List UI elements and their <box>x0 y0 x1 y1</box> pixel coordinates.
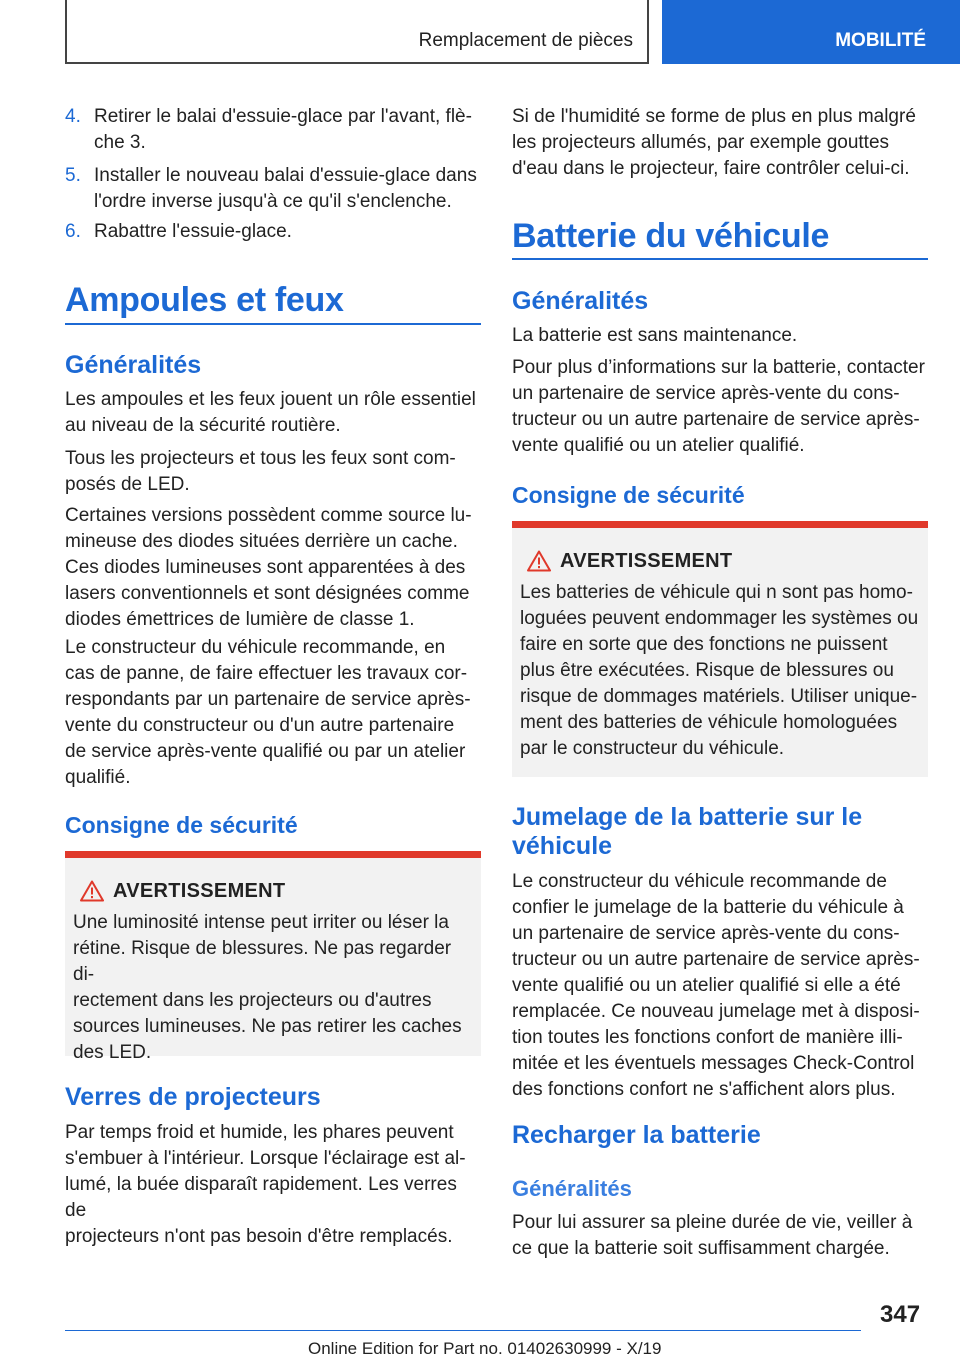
text-line: tion toutes les fonctions confort de manière illi- <box>512 1027 903 1048</box>
heading-jumelage-de-la-batterie <box>512 803 862 861</box>
text-line: projecteurs n'ont pas besoin d'être remplacés. <box>65 1226 453 1247</box>
footer-edition: Online Edition for Part no. 01402630999 - X/19 <box>308 1339 662 1358</box>
text-line: cas de panne, de faire effectuer les travaux cor- <box>65 663 468 684</box>
text-line: risque de dommages matériels. Utiliser unique- <box>520 686 918 707</box>
text-line: ment des batteries de véhicule homologuées <box>520 712 898 733</box>
heading-line: véhicule <box>512 832 613 860</box>
step-number: 4. <box>65 106 81 127</box>
heading-generalites: Généralités <box>65 351 202 379</box>
paragraph: La batterie est sans maintenance. <box>512 325 798 346</box>
text-line: vente du constructeur ou d'un autre partenaire <box>65 715 455 736</box>
step-text-line: Retirer le balai d'essuie-glace par l'avant, flè- <box>94 106 472 127</box>
text-line: Si de l'humidité se forme de plus en plus malgré <box>512 106 916 127</box>
header-chapter-tab <box>662 0 960 64</box>
heading-consigne-de-securite: Consigne de sécurité <box>65 812 298 838</box>
text-line: posés de LED. <box>65 474 190 495</box>
text-line: Le constructeur du véhicule recommande, en <box>65 637 446 658</box>
text-line: faire en sorte que des fonctions ne puissent <box>520 634 888 655</box>
heading-ampoules-et-feux: Ampoules et feux <box>65 281 344 319</box>
text-line: lasers conventionnels et sont désignées comme <box>65 583 470 604</box>
text-line: ce que la batterie soit suffisamment chargée. <box>512 1238 890 1259</box>
step-number: 6. <box>65 221 81 242</box>
heading-line: Jumelage de la batterie sur le <box>512 803 863 831</box>
heading-recharger-la-batterie: Recharger la batterie <box>512 1121 761 1149</box>
warning-title: AVERTISSEMENT <box>113 880 286 902</box>
warning-text <box>73 910 475 1066</box>
text-line: Ces diodes lumineuses sont apparentées à des <box>65 557 466 578</box>
heading-consigne-de-securite: Consigne de sécurité <box>512 482 745 508</box>
heading-rule <box>512 258 928 260</box>
text-line: confier le jumelage de la batterie du véhicule à <box>512 897 904 918</box>
heading-verres-de-projecteurs: Verres de projecteurs <box>65 1083 321 1111</box>
text-line: vente qualifié ou un atelier qualifié. <box>512 435 805 456</box>
page-number: 347 <box>880 1301 921 1328</box>
paragraph <box>65 387 481 439</box>
text-line: Certaines versions possèdent comme source lu- <box>65 505 472 526</box>
warning-box <box>65 851 481 1063</box>
text-line: les projecteurs allumés, par exemple gouttes <box>512 132 890 153</box>
text-line: des LED. <box>73 1042 152 1063</box>
text-line: un partenaire de service après-vente du cons- <box>512 383 900 404</box>
heading-rule <box>65 323 481 325</box>
paragraph <box>512 1210 928 1262</box>
paragraph <box>512 355 928 459</box>
paragraph <box>65 1120 481 1250</box>
heading-generalites: Généralités <box>512 1176 632 1201</box>
text-line: s'embuer à l'intérieur. Lorsque l'éclairage est al- <box>65 1148 466 1169</box>
text-line: Par temps froid et humide, les phares peuvent <box>65 1122 454 1143</box>
text-line: Le constructeur du véhicule recommande de <box>512 871 887 892</box>
text-line: rétine. Risque de blessures. Ne pas regarder di- <box>73 938 452 985</box>
warning-triangle-icon <box>527 550 551 572</box>
step-text-line: che 3. <box>94 132 146 153</box>
text-line: lumé, la buée disparaît rapidement. Les verres de <box>65 1174 457 1221</box>
text-line: plus être exécutées. Risque de blessures ou <box>520 660 894 681</box>
text-line: tructeur ou un autre partenaire de service après- <box>512 409 920 430</box>
text-line: vente qualifié ou un atelier qualifié si elle a été <box>512 975 901 996</box>
text-line: Pour lui assurer sa pleine durée de vie, veiller à <box>512 1212 913 1233</box>
section-title: Remplacement de pièces <box>418 30 633 51</box>
text-line: tructeur ou un autre partenaire de service après- <box>512 949 920 970</box>
text-line: rectement dans les projecteurs ou d'autres <box>73 990 432 1011</box>
paragraph <box>65 503 481 633</box>
step-text-line: Rabattre l'essuie-glace. <box>94 221 292 242</box>
paragraph <box>65 635 481 791</box>
text-line: de service après-vente qualifié ou par un atelier <box>65 741 466 762</box>
text-line: au niveau de la sécurité routière. <box>65 415 341 436</box>
text-line: un partenaire de service après-vente du cons- <box>512 923 900 944</box>
heading-batterie-du-vehicule: Batterie du véhicule <box>512 217 830 255</box>
text-line: Pour plus d’informations sur la batterie, contacter <box>512 357 925 378</box>
warning-box <box>512 521 928 777</box>
paragraph <box>512 869 928 1103</box>
text-line: respondants par un partenaire de service après- <box>65 689 471 710</box>
text-line: Les ampoules et les feux jouent un rôle essentiel <box>65 389 476 410</box>
step-text-line: l'ordre inverse jusqu'à ce qu'il s'enclenche. <box>94 191 452 212</box>
text-line: par le constructeur du véhicule. <box>520 738 785 759</box>
text-line: loguées peuvent endommager les systèmes ou <box>520 608 919 629</box>
heading-generalites: Généralités <box>512 287 649 315</box>
footer-rule <box>65 1330 861 1331</box>
warning-title: AVERTISSEMENT <box>560 550 733 572</box>
text-line: Une luminosité intense peut irriter ou léser la <box>73 912 449 933</box>
text-line: mineuse des diodes situées derrière un cache. <box>65 531 458 552</box>
paragraph <box>512 104 928 182</box>
step-text-line: Installer le nouveau balai d'essuie-glace dans <box>94 165 477 186</box>
text-line: Tous les projecteurs et tous les feux sont com- <box>65 448 456 469</box>
warning-text <box>520 580 922 762</box>
chapter-title: MOBILITÉ <box>835 30 926 51</box>
text-line: diodes émettrices de lumière de classe 1. <box>65 609 415 630</box>
text-line: des fonctions confort ne s'affichent alors plus. <box>512 1079 896 1100</box>
text-line: remplacée. Ce nouveau jumelage met à disposi- <box>512 1001 920 1022</box>
text-line: d'eau dans le projecteur, faire contrôler celui-ci. <box>512 158 910 179</box>
step-number: 5. <box>65 165 81 186</box>
text-line: sources lumineuses. Ne pas retirer les caches <box>73 1016 462 1037</box>
text-line: Les batteries de véhicule qui n sont pas homo- <box>520 582 913 603</box>
header-section-tab <box>65 0 649 64</box>
warning-triangle-icon <box>80 880 104 902</box>
paragraph <box>65 446 481 498</box>
text-line: mitée et les éventuels messages Check-Control <box>512 1053 915 1074</box>
text-line: qualifié. <box>65 767 131 788</box>
